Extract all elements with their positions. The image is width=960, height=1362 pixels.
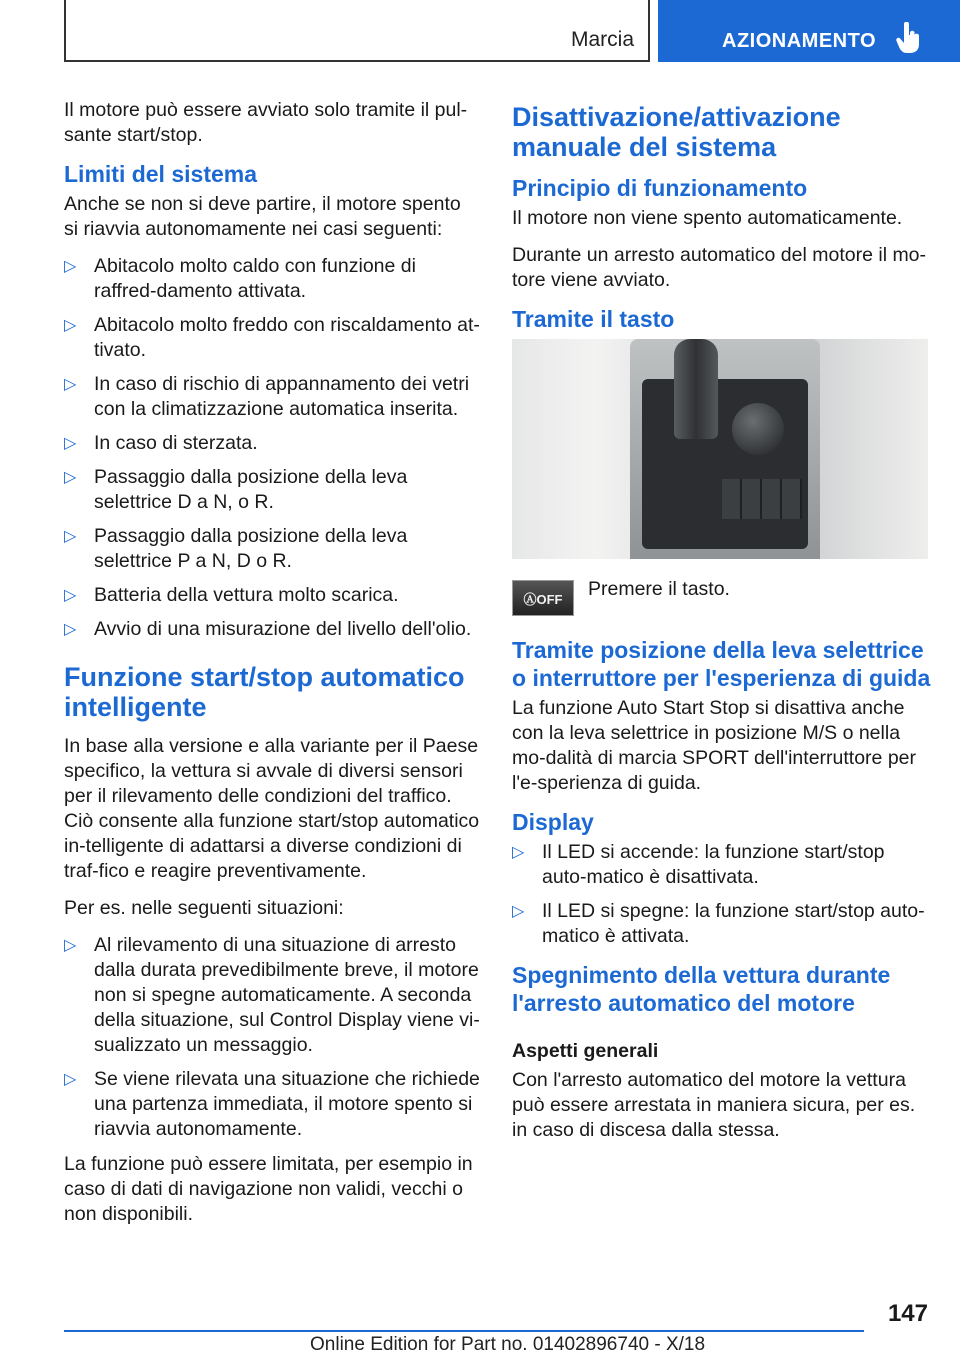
limits-heading: Limiti del sistema [64,161,258,187]
center-console-photo [512,339,928,559]
console-buttons-shape [722,479,802,519]
limits-paragraph: Anche se non si deve partire, il motore spento si riavvia autonomamente nei casi seguenti: [64,193,461,240]
limits-list [64,254,480,642]
display-heading: Display [512,809,594,835]
smart-function-heading: Funzione start/stop automatico intelligente [64,662,465,722]
hand-pointer-icon [896,22,922,54]
limited-paragraph: La funzione può essere limitata, per esempio in caso di dati di navigazione non validi, vecchi o non disponibili. [64,1153,473,1225]
list-item: ▷ Batteria della vettura molto scarica. [64,583,480,608]
principle-heading: Principio di funzionamento [512,175,808,201]
list-item: ▷ In caso di sterzata. [64,431,480,456]
manual-heading: Disattivazione/attivazione manuale del sistema [512,102,841,162]
list-item: ▷ Il LED si spegne: la funzione start/stop auto-matico è attivata. [512,899,932,949]
list-item: ▷ Abitacolo molto caldo con funzione di raffred-damento attivata. [64,254,480,304]
intro-paragraph: Il motore può essere avviato solo tramite il pul-sante start/stop. [64,99,468,146]
right-column [512,98,932,1155]
left-column [64,98,480,1239]
page-number: 147 [887,1300,928,1327]
list-item: ▷ Se viene rilevata una situazione che richiede una partenza immediata, il motore spento si riavvia autonomamente. [64,1067,480,1142]
shutdown-heading: Spegnimento della vettura durante l'arresto automatico del motore [512,962,891,1016]
header-chapter-tab [658,0,960,62]
button-instruction [512,577,932,616]
list-item: ▷ Il LED si accende: la funzione start/stop auto-matico è disattivata. [512,840,932,890]
footer-divider [64,1330,864,1332]
control-panel-shape [642,379,808,549]
list-item: ▷ Passaggio dalla posizione della leva selettrice P a N, D o R. [64,524,480,574]
list-item: ▷ Abitacolo molto freddo con riscaldamento at-tivato. [64,313,480,363]
button-heading: Tramite il tasto [512,306,675,332]
general-paragraph: Con l'arresto automatico del motore la vettura può essere arrestata in maniera sicura, per es. in caso di discesa dalla stessa. [512,1069,916,1141]
lever-heading: Tramite posizione della leva selettrice o interruttore per l'esperienza di guida [512,637,931,691]
example-intro: Per es. nelle seguenti situazioni: [64,897,344,919]
list-item: ▷ In caso di rischio di appannamento dei vetri con la climatizzazione automatica inserita. [64,372,480,422]
example-list [64,933,480,1142]
header-section-box [64,0,650,62]
header-section-title: Marcia [570,28,634,51]
header-chapter-title: AZIONAMENTO [722,30,877,52]
list-item: ▷ Passaggio dalla posizione della leva selettrice D a N, o R. [64,465,480,515]
principle-paragraph-1: Il motore non viene spento automaticamente. [512,207,903,229]
controller-knob-shape [732,403,784,455]
selector-lever-shape [674,339,718,439]
lever-paragraph: La funzione Auto Start Stop si disattiva anche con la leva selettrice in posizione M/S o nella mo-dalità di marcia SPORT dell'interruttore per l'e-sperienza di guida. [512,697,916,794]
principle-paragraph-2: Durante un arresto automatico del motore il mo-tore viene avviato. [512,244,927,291]
general-heading: Aspetti generali [512,1040,659,1062]
button-instruction-text: Premere il tasto. [588,578,730,600]
display-list [512,840,932,949]
footer-edition: Online Edition for Part no. 01402896740 - X/18 [310,1334,706,1355]
auto-start-stop-off-icon: ⒶOFF [512,580,574,616]
smart-function-paragraph: In base alla versione e alla variante per il Paese specifico, la vettura si avvale di diversi sensori per il rilevamento delle condizioni del traffico. Ciò consente alla funzione start/stop automatico in-telligente di adattarsi a diverse condizioni di traf-fico e reagire preventivamente. [64,735,480,882]
list-item: ▷ Avvio di una misurazione del livello dell'olio. [64,617,480,642]
list-item: ▷ Al rilevamento di una situazione di arresto dalla durata prevedibilmente breve, il motore non si spegne automaticamente. A seconda della situazione, sul Control Display viene vi-sualizzato un messaggio. [64,933,480,1058]
